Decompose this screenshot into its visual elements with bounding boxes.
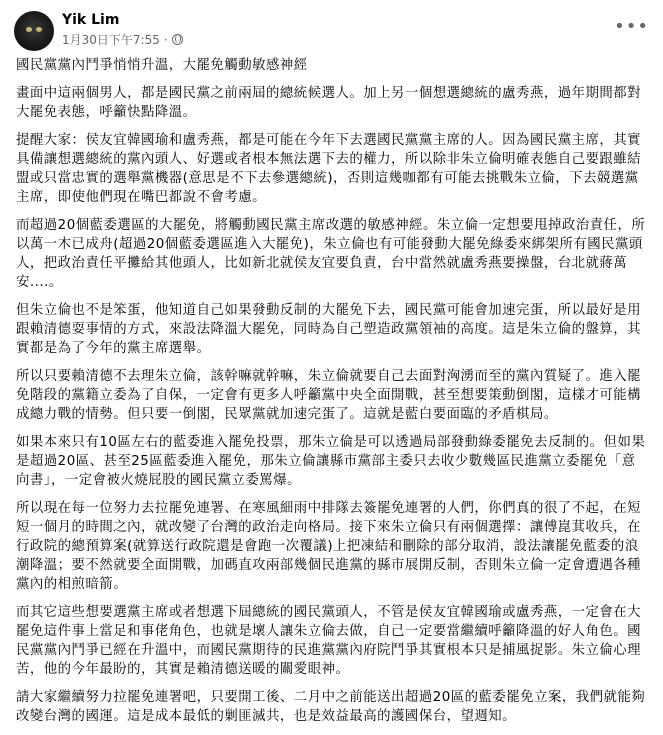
meta-separator: · [163, 32, 168, 47]
avatar-eye [36, 27, 42, 32]
more-options-icon[interactable]: ••• [614, 16, 649, 37]
post-body [16, 56, 648, 735]
post-header [0, 0, 663, 54]
post-meta [62, 31, 183, 48]
post-paragraph: 而超過20個藍委選區的大罷免，將觸動國民黨主席改選的敏感神經。朱立倫一定想要甩掉政治責任，所以萬一木已成舟(超過20個藍委選區進入大罷免)，朱立倫也有可能發動大罷免綠委來綁架所有國民黨頭人，把政治責任平攤給其他頭人，比如新北就侯友宜要負責，台中當然就盧秀燕要操盤，台北就蔣萬安....。 [16, 218, 646, 290]
post-paragraph: 但朱立倫也不是笨蛋，他知道自己如果發動反制的大罷免下去，國民黨可能會加速完蛋，所以最好是用跟賴清德耍事情的方式，來設法降溫大罷免，同時為自己塑造政黨領袖的高度。這是朱立倫的盤算，其實都是為了今年的黨主席選舉。 [16, 303, 642, 356]
post-paragraph: 所以只要賴清德不去理朱立倫，該幹嘛就幹嘛，朱立倫就要自己去面對洶湧而至的黨內質疑了。進入罷免階段的黨籍立委為了自保，一定會有更多人呼籲黨中央全面開戰，甚至想要策動倒閣，這樣才可能構成總力戰的情勢。但只要一倒閣，民眾黨就加速完蛋了。這就是藍白要面臨的矛盾棋局。 [16, 369, 642, 422]
post-paragraph: 所以現在每一位努力去拉罷免連署、在寒風細雨中排隊去簽罷免連署的人們，你們真的很了不起，在短短一個月的時間之內，就改變了台灣的政治走向格局。接下來朱立倫只有兩個選擇：讓傅崑萁收兵，在行政院的總預算案(就算送行政院還是會跑一次覆議)上把凍結和刪除的部分取消，設法讓罷免藍委的浪潮降溫；要不然就要全面開戰，加碼直攻兩部幾個民進黨的縣市展開反制，否則朱立倫一定會遭遇各種黨內的相煎暗箭。 [16, 501, 642, 592]
post-paragraph: 提醒大家：侯友宜韓國瑜和盧秀燕，都是可能在今年下去選國民黨黨主席的人。因為國民黨主席，其實具備讓想選總統的黨內頭人、好選或者根本無法選下去的權力，所以除非朱立倫明確表態自己要跟雖結盟或只當忠實的選舉黨機器(意思是不下去參選總統)，否則這幾咖都有可能去挑戰朱立倫，下去競選黨主席，即使他們現在嘴巴都說不會考慮。 [16, 133, 642, 205]
post-paragraph: 而其它這些想要選黨主席或者想選下屆總統的國民黨頭人，不管是侯友宜韓國瑜或盧秀燕，一定會在大罷免這件事上當足和事佬角色，也就是壞人讓朱立倫去做，自己一定要當繼續呼籲降溫的好人角色。國民黨黨內鬥爭已經在升溫中，而國民黨期待的民進黨黨內府院鬥爭其實根本只是捕風捉影。朱立倫心理苦，他的今年最盼的，其實是賴清德送暖的關愛眼神。 [16, 605, 642, 677]
post-paragraph-title: 國民黨黨內鬥爭悄悄升溫，大罷免觸動敏感神經 [16, 58, 308, 73]
post-paragraph: 畫面中這兩個男人，都是國民黨之前兩屆的總統候選人。加上另一個想選總統的盧秀燕，過年期間都對大罷免表態，呼籲快點降溫。 [16, 86, 642, 120]
post-paragraph: 如果本來只有10區左右的藍委進入罷免投票，那朱立倫是可以透過局部發動綠委罷免去反制的。但如果是超過20區、甚至25區藍委進入罷免，那朱立倫讓縣市黨部主委只去收少數幾區民進黨立委罷免「意向書」，一定會被火燒屁股的國民黨立委罵爆。 [16, 435, 646, 488]
globe-icon[interactable] [172, 34, 183, 45]
post-paragraph: 請大家繼續努力拉罷免連署吧，只要開工後、二月中之前能送出超過20區的藍委罷免立案，我們就能夠改變台灣的國運。這是成本最低的剿匪滅共，也是效益最高的護國保台，望週知。 [16, 690, 646, 724]
post-timestamp[interactable]: 1月30日下午7:55 [62, 33, 160, 47]
author-name[interactable]: Yik Lim [62, 12, 120, 28]
avatar[interactable] [14, 11, 54, 51]
avatar-eye [26, 27, 32, 32]
